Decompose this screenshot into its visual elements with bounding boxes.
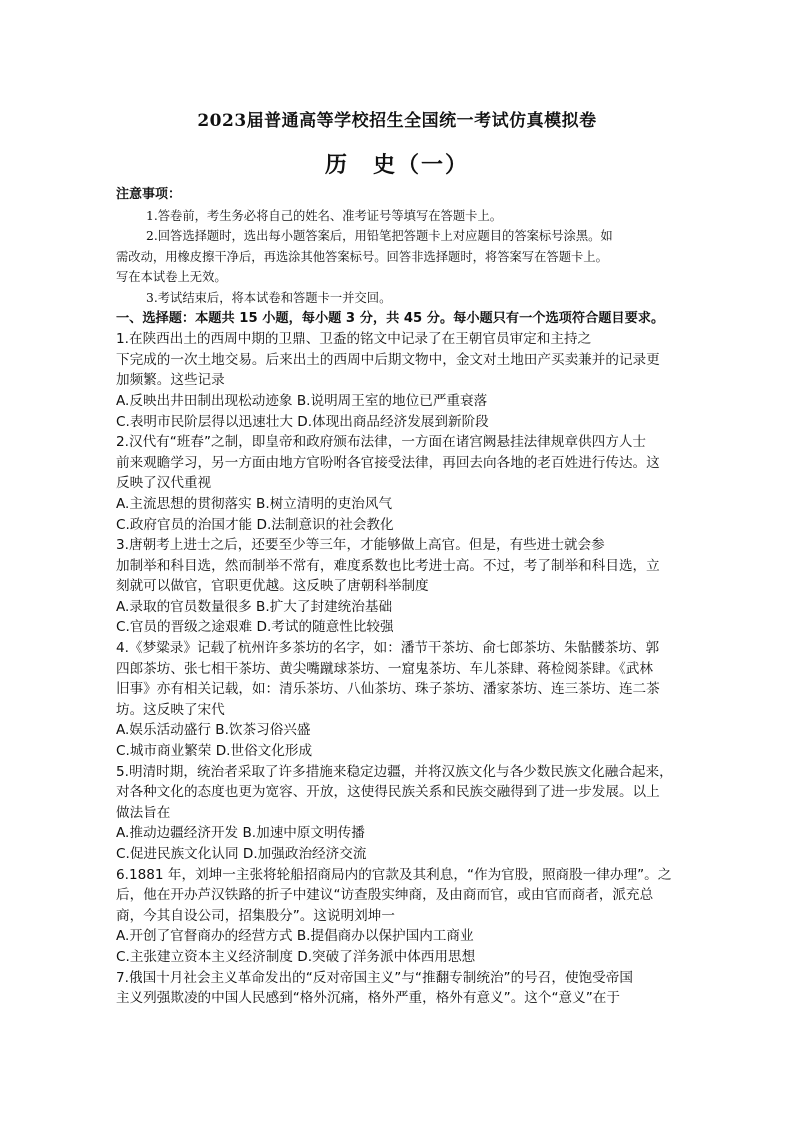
question-options-line: C.政府官员的治国才能 D.法制意识的社会教化 bbox=[116, 516, 394, 533]
question-stem-line: 前来观瞻学习，另一方面由地方官吩咐各官接受法律，再回去向各地的老百姓进行传达。这 bbox=[116, 454, 660, 471]
notice-line: 写在本试卷上无效。 bbox=[116, 270, 227, 285]
question-stem-line: 3.唐朝考上进士之后，还要至少等三年，才能够做上高官。但是，有些进士就会参 bbox=[116, 537, 605, 554]
question-options-line: C.促进民族文化认同 D.加强政治经济交流 bbox=[116, 846, 367, 862]
notice-heading: 注意事项： bbox=[116, 187, 182, 202]
question-stem-line: 6.1881 年，刘坤一主张将轮船招商局内的官款及其利息，“作为官股，照商股一律办理”。之 bbox=[116, 866, 672, 883]
question-options-line: A.开创了官督商办的经营方式 B.提倡商办以保护国内工商业 bbox=[116, 928, 474, 945]
question-stem-line: 商，今其自设公司，招集股分”。这说明刘坤一 bbox=[116, 907, 395, 924]
question-stem-line: 主义列强欺凌的中国人民感到“格外沉痛，格外严重，格外有意义”。这个“意义”在于 bbox=[116, 990, 620, 1007]
question-options-line: A.主流思想的贯彻落实 B.树立清明的吏治风气 bbox=[116, 495, 393, 512]
question-options-line: C.主张建立资本主义经济制度 D.突破了洋务派中体西用思想 bbox=[116, 948, 476, 965]
question-options-line: C.表明市民阶层得以迅速壮大 D.体现出商品经济发展到新阶段 bbox=[116, 413, 489, 430]
exam-title: 2023届普通高等学校招生全国统一考试仿真模拟卷 bbox=[197, 111, 597, 131]
question-5 bbox=[116, 762, 680, 865]
exam-content bbox=[116, 185, 680, 1009]
question-stem-line: 坊。这反映了宋代 bbox=[116, 701, 225, 718]
notice-line: 2.回答选择题时，选出每小题答案后，用铅笔把答题卡上对应题目的答案标号涂黑。如 bbox=[146, 229, 613, 244]
question-stem-line: 做法旨在 bbox=[116, 804, 171, 821]
question-stem-line: 加频繁。这些记录 bbox=[116, 372, 225, 389]
question-stem-line: 4.《梦粱录》记载了杭州许多茶坊的名字，如：潘节干茶坊、俞七郎茶坊、朱骷髅茶坊、郭 bbox=[116, 640, 660, 657]
notice-line: 需改动，用橡皮擦干净后，再选涂其他答案标号。回答非选择题时，将答案写在答题卡上。 bbox=[116, 249, 608, 264]
question-stem-line: 旧事》亦有相关记载，如：清乐茶坊、八仙茶坊、珠子茶坊、潘家茶坊、连三茶坊、连二茶 bbox=[116, 681, 660, 698]
question-stem-line: 对各种文化的态度也更为宽容、开放，这使得民族关系和民族交融得到了进一步发展。以上 bbox=[116, 784, 660, 801]
question-7 bbox=[116, 968, 680, 1009]
question-list bbox=[116, 329, 680, 1009]
question-options-line: C.官员的晋级之途艰难 D.考试的随意性比较强 bbox=[116, 619, 394, 636]
question-2 bbox=[116, 432, 680, 535]
subject-title: 历 史（一） bbox=[324, 152, 469, 178]
question-stem-line: 2.汉代有“班春”之制，即皇帝和政府颁布法律，一方面在诸宫阙悬挂法律规章供四方人士 bbox=[116, 434, 647, 451]
question-stem-line: 反映了汉代重视 bbox=[116, 475, 212, 492]
question-stem-line: 四郎茶坊、张七相干茶坊、黄尖嘴蹴球茶坊、一窟鬼茶坊、车儿茶肆、蒋检阅茶肆。《武林 bbox=[116, 660, 653, 677]
question-stem-line: 加制举和科目选，然而制举不常有，难度系数也比考进士高。不过，考了制举和科目选，立 bbox=[116, 557, 660, 574]
question-options-line: A.推动边疆经济开发 B.加速中原文明传播 bbox=[116, 825, 365, 842]
question-stem-line: 刻就可以做官，官职更优越。这反映了唐朝科举制度 bbox=[116, 578, 429, 595]
question-4 bbox=[116, 638, 680, 762]
notice-line: 1.答卷前，考生务必将自己的姓名、准考证号等填写在答题卡上。 bbox=[146, 208, 503, 223]
question-options-line: C.城市商业繁荣 D.世俗文化形成 bbox=[116, 743, 313, 760]
question-options-line: A.反映出井田制出现松动迹象 B.说明周王室的地位已严重衰落 bbox=[116, 392, 488, 409]
question-3 bbox=[116, 535, 680, 638]
section-heading: 一、选择题：本题共 15 小题，每小题 3 分，共 45 分。每小题只有一个选项符合题目要求。 bbox=[116, 310, 665, 326]
question-1 bbox=[116, 329, 680, 432]
question-stem-line: 后，他在开办芦汉铁路的折子中建议“访查殷实绅商，及由商而官，或由官而商者，派充总 bbox=[116, 887, 654, 904]
question-options-line: A.录取的官员数量很多 B.扩大了封建统治基础 bbox=[116, 598, 393, 615]
question-6 bbox=[116, 865, 680, 968]
question-options-line: A.娱乐活动盛行 B.饮茶习俗兴盛 bbox=[116, 722, 311, 739]
question-stem-line: 7.俄国十月社会主义革命发出的“反对帝国主义”与“推翻专制统治”的号召，使饱受帝国 bbox=[116, 969, 633, 986]
question-stem-line: 下完成的一次土地交易。后来出土的西周中后期文物中，金文对土地田产买卖兼并的记录更 bbox=[116, 351, 660, 368]
notice-line: 3.考试结束后，将本试卷和答题卡一并交回。 bbox=[146, 290, 392, 305]
question-stem-line: 1.在陕西出土的西周中期的卫鼎、卫盉的铭文中记录了在王朝官员审定和主持之 bbox=[116, 331, 592, 348]
question-stem-line: 5.明清时期，统治者采取了许多措施来稳定边疆，并将汉族文化与各少数民族文化融合起来， bbox=[116, 763, 673, 780]
